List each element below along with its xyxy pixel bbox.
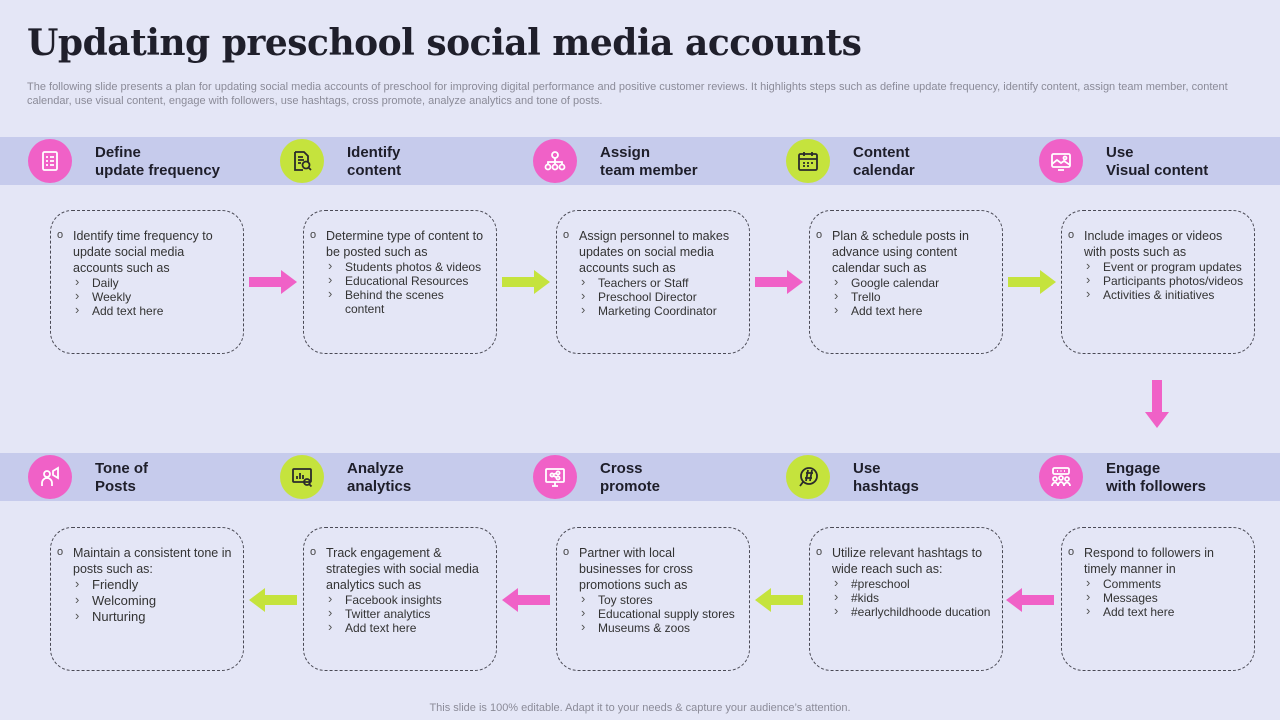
list-item: › Friendly [92,577,233,593]
hashtag-icon [786,455,830,499]
step-detail-list [345,260,486,316]
step-detail-box [50,527,244,671]
list-item: › #earlychildhoode ducation [851,605,992,619]
step-heading: Content calendar [853,144,915,179]
step-identify-content [252,137,492,185]
page-description: The following slide presents a plan for updating social media accounts of preschool for improving digital performance and positive customer reviews. It highlights steps such as define update frequency, identify content, assign team member, content calendar, use visual content, engage with followers, use hashtags, cross promote, analyze analytics and tone of posts. [27,81,1228,107]
list-item: › Weekly [92,290,233,304]
list-item: › Marketing Coordinator [598,304,739,318]
step-heading: Use hashtags [853,460,919,495]
list-item: › Comments [1103,577,1244,591]
step-detail-lead: o Identify time frequency to update social media accounts such as [73,228,233,276]
list-item: › Nurturing [92,609,233,625]
list-item: › Messages [1103,591,1244,605]
checklist-icon [28,139,72,183]
analytics-board-icon [280,455,324,499]
step-heading: Engage with followers [1106,460,1207,495]
step-detail-lead: o Utilize relevant hashtags to wide reach such as: [832,545,992,577]
step-detail-lead: o Plan & schedule posts in advance using content calendar such as [832,228,992,276]
list-item: › Trello [851,290,992,304]
list-item: › Toy stores [598,593,739,607]
team-hierarchy-icon [533,139,577,183]
step-heading: Identify content [347,144,402,179]
step-detail-list [598,276,739,318]
step-define-update-frequency [0,137,240,185]
step-assign-team-member [505,137,745,185]
step-heading: Analyze analytics [347,460,412,495]
list-item: › Twitter analytics [345,607,486,621]
list-item: › Daily [92,276,233,290]
document-search-icon [280,139,324,183]
arrow-right-icon [1008,270,1056,294]
list-item: › #preschool [851,577,992,591]
people-heart-icon [1039,455,1083,499]
list-item: › Educational supply stores [598,607,739,621]
step-detail-box [303,527,497,671]
step-detail-box [1061,210,1255,354]
arrow-left-icon [249,588,297,612]
step-detail-box [556,210,750,354]
step-detail-box [809,527,1003,671]
step-detail-list [1103,577,1244,619]
step-cross-promote [505,453,745,501]
arrow-right-icon [249,270,297,294]
list-item: › Google calendar [851,276,992,290]
list-item: › Behind the scenes content [345,288,486,316]
list-item: › Welcoming [92,593,233,609]
step-detail-lead: o Track engagement & strategies with social media analytics such as [326,545,486,593]
arrow-right-icon [755,270,803,294]
monitor-share-icon [533,455,577,499]
photo-gallery-icon [1039,139,1083,183]
step-use-visual-content [1011,137,1251,185]
step-detail-list [92,276,233,318]
arrow-right-icon [502,270,550,294]
step-detail-list [92,577,233,625]
step-detail-list [1103,260,1244,302]
list-item: › #kids [851,591,992,605]
step-heading: Define update frequency [95,144,221,179]
list-item: › Activities & initiatives [1103,288,1244,302]
list-item: › Museums & zoos [598,621,739,635]
step-heading: Tone of Posts [95,460,149,495]
list-item: › Add text here [345,621,486,635]
step-engage-with-followers [1011,453,1251,501]
list-item: › Add text here [92,304,233,318]
footer-note: This slide is 100% editable. Adapt it to your needs & capture your audience’s attention. [429,702,851,714]
step-detail-lead: o Partner with local businesses for cross promotions such as [579,545,739,593]
step-detail-list [851,577,992,619]
list-item: › Participants photos/videos [1103,274,1244,288]
step-heading: Assign team member [600,144,698,179]
step-detail-box [556,527,750,671]
step-use-hashtags [758,453,998,501]
arrow-left-icon [502,588,550,612]
step-detail-box [1061,527,1255,671]
list-item: › Add text here [851,304,992,318]
step-detail-list [851,276,992,318]
calendar-icon [786,139,830,183]
list-item: › Teachers or Staff [598,276,739,290]
step-detail-lead: o Include images or videos with posts such as [1084,228,1244,260]
step-detail-list [598,593,739,635]
step-detail-lead: o Assign personnel to makes updates on social media accounts such as [579,228,739,276]
step-analyze-analytics [252,453,492,501]
step-heading: Cross promote [600,460,660,495]
step-detail-list [345,593,486,635]
arrow-down-icon [1145,380,1169,428]
list-item: › Educational Resources [345,274,486,288]
list-item: › Students photos & videos [345,260,486,274]
step-detail-lead: o Determine type of content to be posted such as [326,228,486,260]
arrow-left-icon [755,588,803,612]
list-item: › Event or program updates [1103,260,1244,274]
step-tone-of-posts [0,453,240,501]
list-item: › Facebook insights [345,593,486,607]
step-content-calendar [758,137,998,185]
step-detail-lead: o Respond to followers in timely manner in [1084,545,1244,577]
step-detail-box [50,210,244,354]
step-detail-box [809,210,1003,354]
step-detail-box [303,210,497,354]
step-detail-lead: o Maintain a consistent tone in posts such as: [73,545,233,577]
megaphone-person-icon [28,455,72,499]
list-item: › Add text here [1103,605,1244,619]
page-title: Updating preschool social media accounts [27,22,862,64]
list-item: › Preschool Director [598,290,739,304]
arrow-left-icon [1006,588,1054,612]
step-heading: Use Visual content [1106,144,1209,179]
